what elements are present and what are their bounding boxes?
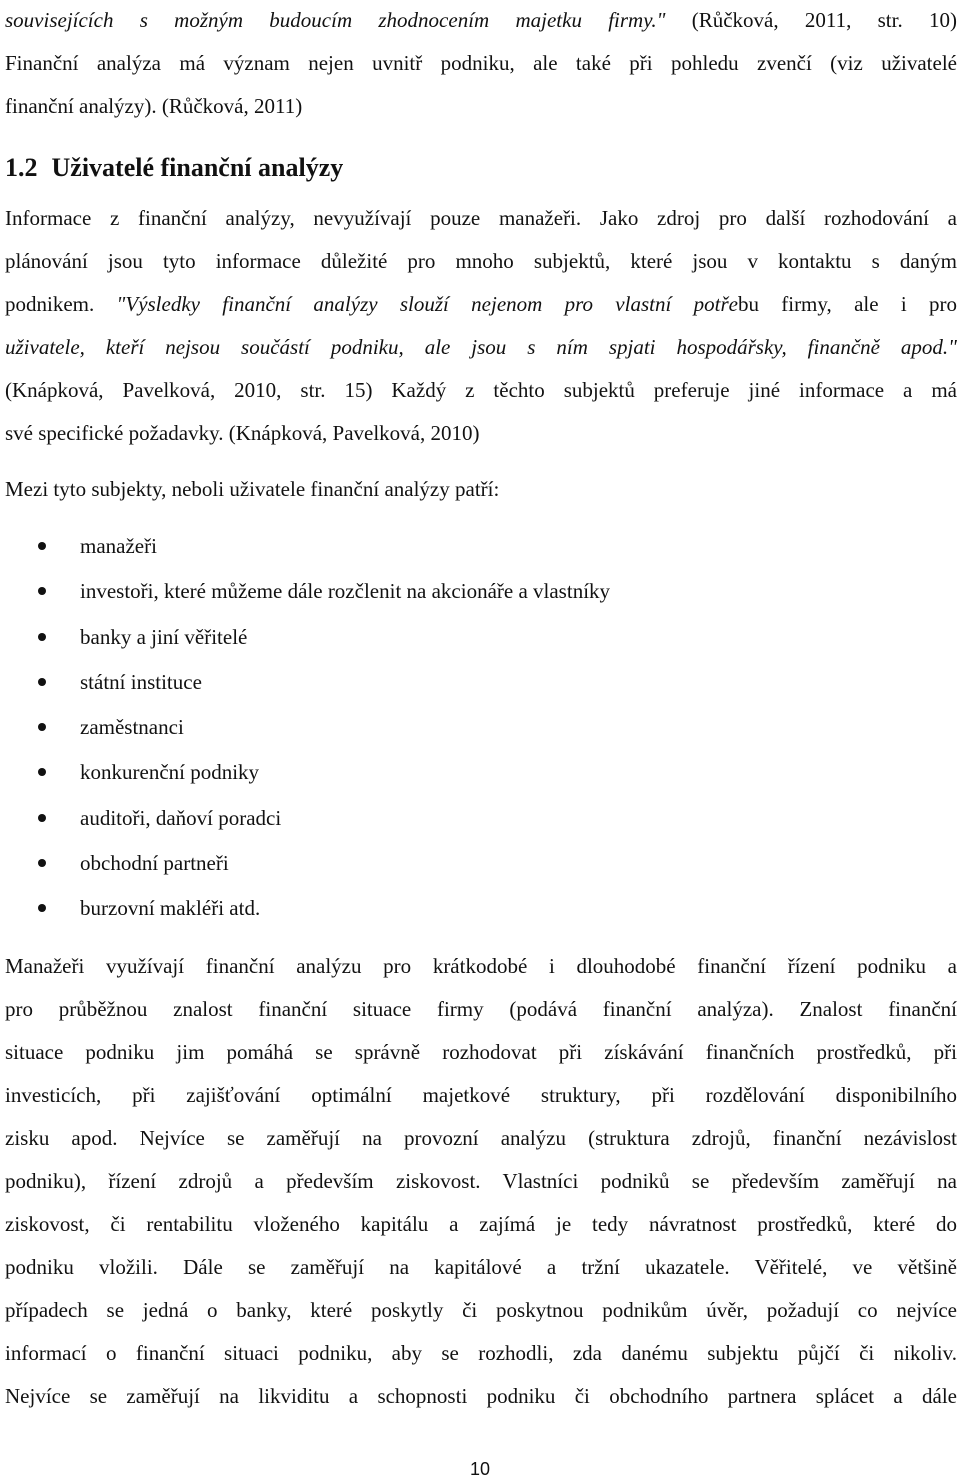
p1-line-3 [5,290,957,318]
bullet-icon [38,678,46,686]
p1-line-2: plánování jsou tyto informace důležité pro mnoho subjektů, které jsou v kontaktu s daným [5,249,957,273]
bullet-icon [38,542,46,550]
bullet-icon [38,859,46,867]
p2-line-1: Manažeři využívají finanční analýzu pro krátkodobé i dlouhodobé finanční řízení podniku a [5,954,957,978]
p1-line-3-rest: bu firmy, ale i pro [737,292,957,316]
intro-line-3: finanční analýzy). (Růčková, 2011) [5,94,303,118]
section-number: 1.2 [5,153,38,182]
p2-line-9: případech se jedná o banky, které poskytly či poskytnou podnikům úvěr, požadují co nejvíce [5,1298,957,1322]
p2-line-10: informací o finanční situaci podniku, aby se rozhodli, zda danému subjektu půjčí či nikoliv. [5,1341,957,1365]
intro-line-2: Finanční analýza má význam nejen uvnitř podniku, ale také při pohledu zvenčí (viz uživatelé [5,51,957,75]
p1-quote-end: uživatele, kteří nejsou součástí podniku, ale jsou s ním spjati hospodářsky, finančně apod." [5,335,957,359]
intro-quote-end: souvisejících s možným budoucím zhodnocením majetku firmy." [5,8,666,32]
p2-line-3: situace podniku jim pomáhá se správně rozhodovat při získávání finančních prostředků, při [5,1040,957,1064]
intro-line-1 [5,6,957,34]
p2-line-4: investicích, při zajišťování optimální majetkové struktury, při rozdělování disponibilního [5,1083,957,1107]
p2-line-11: Nejvíce se zaměřují na likviditu a schopnosti podniku či obchodního partnera splácet a dále [5,1384,957,1408]
bullet-icon [38,768,46,776]
p2-line-5: zisku apod. Nejvíce se zaměřují na provozní analýzu (struktura zdrojů, finanční nezávislost [5,1126,957,1150]
bullet-icon [38,904,46,912]
bullet-icon [38,814,46,822]
p2-line-2: pro průběžnou znalost finanční situace firmy (podává finanční analýza). Znalost finanční [5,997,957,1021]
p1-line-1: Informace z finanční analýzy, nevyužívají pouze manažeři. Jako zdroj pro další rozhodování a [5,206,957,230]
bullet-icon [38,587,46,595]
p2-line-7: ziskovost, či rentabilitu vloženého kapitálu a zajímá je tedy návratnost prostředků, které do [5,1212,957,1236]
section-title: Uživatelé finanční analýzy [51,153,344,182]
p1-quote-start: "Výsledky finanční analýzy slouží nejenom pro vlastní potře [116,292,738,316]
p1-line-6: své specifické požadavky. (Knápková, Pavelková, 2010) [5,421,480,445]
section-heading [5,151,343,185]
p1-line-3-start: podnikem. [5,292,117,316]
p2-line-6: podniku), řízení zdrojů a především ziskovost. Vlastníci podniků se především zaměřují na [5,1169,957,1193]
page-number: 10 [469,1459,491,1479]
p1-line-4 [5,333,957,361]
bullet-icon [38,633,46,641]
p2-line-8: podniku vložili. Dále se zaměřují na kapitálové a tržní ukazatele. Věřitelé, ve většině [5,1255,957,1279]
list-intro: Mezi tyto subjekty, neboli uživatele finanční analýzy patří: [5,477,500,501]
bullet-icon [38,723,46,731]
intro-citation: (Růčková, 2011, str. 10) [665,8,957,32]
p1-line-5: (Knápková, Pavelková, 2010, str. 15) Každý z těchto subjektů preferuje jiné informace a má [5,378,957,402]
